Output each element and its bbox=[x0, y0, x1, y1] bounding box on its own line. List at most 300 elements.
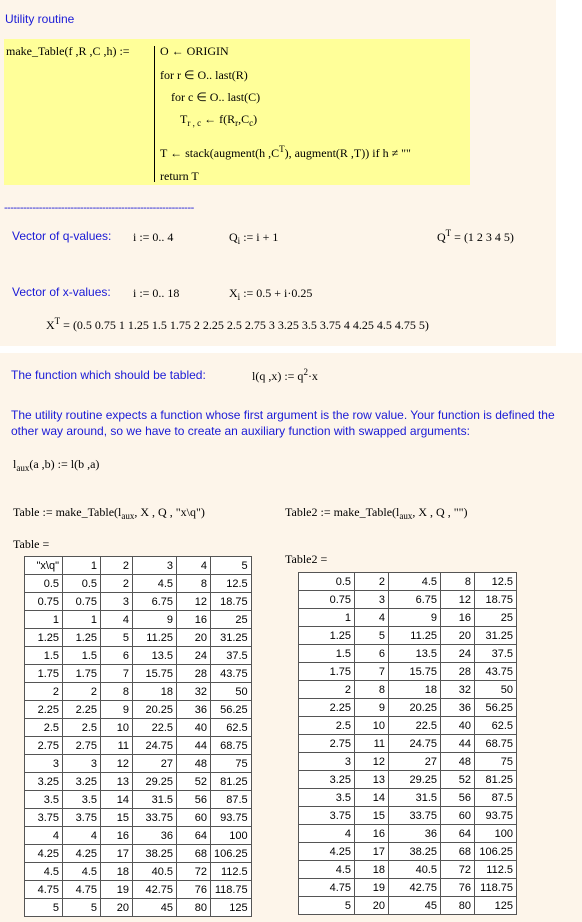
table-row bbox=[25, 773, 252, 791]
table-cell: 8 bbox=[177, 575, 211, 593]
table-cell: 25 bbox=[211, 611, 252, 629]
table-cell: 13 bbox=[101, 773, 133, 791]
table-cell: 1 bbox=[25, 611, 63, 629]
table-cell: 3.5 bbox=[299, 789, 355, 807]
table-cell: 2.25 bbox=[63, 701, 101, 719]
table-cell: 24.75 bbox=[133, 737, 177, 755]
table-cell: 32 bbox=[441, 681, 475, 699]
table-cell: 2 bbox=[101, 575, 133, 593]
table-cell: 2.75 bbox=[299, 735, 355, 753]
table-row bbox=[299, 699, 517, 717]
table-cell: 37.5 bbox=[211, 647, 252, 665]
table-cell: 2 bbox=[101, 557, 133, 575]
table-row bbox=[299, 753, 517, 771]
table-cell: 6.75 bbox=[389, 591, 441, 609]
table-cell: 1.25 bbox=[25, 629, 63, 647]
table-cell: 50 bbox=[211, 683, 252, 701]
table2-definition[interactable] bbox=[285, 505, 468, 520]
table-cell: 4.5 bbox=[133, 575, 177, 593]
table-cell: 93.75 bbox=[475, 807, 517, 825]
table-cell: 1 bbox=[299, 609, 355, 627]
table2-call-args: , X , Q , "") bbox=[412, 505, 468, 519]
table-cell: 20.25 bbox=[133, 701, 177, 719]
table-row bbox=[299, 735, 517, 753]
table-cell: 36 bbox=[133, 827, 177, 845]
table-cell: 56 bbox=[441, 789, 475, 807]
table-cell: 4 bbox=[355, 609, 389, 627]
q-def-sub: i bbox=[237, 236, 241, 246]
table-cell: 68 bbox=[441, 843, 475, 861]
aux-rhs: (a ,b) := l(b ,a) bbox=[29, 457, 100, 471]
table-cell: 1.5 bbox=[25, 647, 63, 665]
table-cell: 3.25 bbox=[63, 773, 101, 791]
table-cell: 4.5 bbox=[25, 863, 63, 881]
table-cell: 2.25 bbox=[25, 701, 63, 719]
table-cell: 31.5 bbox=[133, 791, 177, 809]
table-cell: 4 bbox=[299, 825, 355, 843]
table2-call: Table2 := make_Table(l bbox=[285, 505, 400, 519]
table-cell: 87.5 bbox=[211, 791, 252, 809]
x-result[interactable] bbox=[46, 318, 429, 333]
table-cell: 36 bbox=[177, 701, 211, 719]
table-cell: 0.5 bbox=[25, 575, 63, 593]
routine-line-stack bbox=[160, 146, 411, 161]
table-row bbox=[25, 593, 252, 611]
table-cell: 27 bbox=[133, 755, 177, 773]
table-cell: 31.25 bbox=[211, 629, 252, 647]
table2-result-label: Table2 = bbox=[285, 552, 328, 566]
table-cell: 38.25 bbox=[389, 843, 441, 861]
table-cell: 3.25 bbox=[299, 771, 355, 789]
table-cell: 7 bbox=[355, 663, 389, 681]
table-row bbox=[299, 825, 517, 843]
table-cell: 50 bbox=[475, 681, 517, 699]
table-cell: 3.75 bbox=[63, 809, 101, 827]
routine-line-assign bbox=[180, 112, 257, 127]
table-row bbox=[299, 663, 517, 681]
table-cell: 37.5 bbox=[475, 645, 517, 663]
q-result[interactable] bbox=[437, 230, 514, 245]
table-cell: 24.75 bbox=[389, 735, 441, 753]
table-cell: 56.25 bbox=[211, 701, 252, 719]
table-row bbox=[299, 807, 517, 825]
table-cell: 18 bbox=[355, 861, 389, 879]
table-cell: 6 bbox=[355, 645, 389, 663]
table-row bbox=[25, 845, 252, 863]
table-cell: 87.5 bbox=[475, 789, 517, 807]
table-cell: 3 bbox=[355, 591, 389, 609]
stack-expr: T ← stack(augment(h ,C bbox=[160, 146, 280, 160]
table-cell: 27 bbox=[389, 753, 441, 771]
aux-sub: aux bbox=[16, 463, 30, 473]
table-cell: 48 bbox=[441, 753, 475, 771]
table-cell: 9 bbox=[101, 701, 133, 719]
table-row bbox=[299, 717, 517, 735]
table-cell: 12.5 bbox=[211, 575, 252, 593]
aux-definition[interactable] bbox=[13, 457, 99, 472]
table-cell: 18 bbox=[133, 683, 177, 701]
q-label: Vector of q-values: bbox=[12, 229, 112, 243]
table-cell: 4 bbox=[25, 827, 63, 845]
x-definition[interactable] bbox=[229, 286, 312, 301]
table-cell: 42.75 bbox=[389, 879, 441, 897]
table-cell: 64 bbox=[441, 825, 475, 843]
table-cell: "x\q" bbox=[25, 557, 63, 575]
table-cell: 28 bbox=[441, 663, 475, 681]
aux-name: l bbox=[13, 457, 17, 471]
table-cell: 100 bbox=[475, 825, 517, 843]
table-cell: 11 bbox=[101, 737, 133, 755]
table-cell: 4.75 bbox=[299, 879, 355, 897]
table-row bbox=[25, 629, 252, 647]
table-cell: 19 bbox=[101, 881, 133, 899]
table-row bbox=[299, 861, 517, 879]
table-cell: 12 bbox=[441, 591, 475, 609]
table-cell: 11.25 bbox=[389, 627, 441, 645]
table-cell: 2 bbox=[299, 681, 355, 699]
table-cell: 38.25 bbox=[133, 845, 177, 863]
table-cell: 29.25 bbox=[133, 773, 177, 791]
table-cell: 72 bbox=[177, 863, 211, 881]
table1-result-label: Table = bbox=[13, 537, 50, 551]
assign-expr-sub2: c bbox=[249, 118, 254, 128]
table-cell: 11.25 bbox=[133, 629, 177, 647]
function-label: The function which should be tabled: bbox=[11, 368, 206, 382]
table-cell: 2 bbox=[355, 573, 389, 591]
table-cell: 3 bbox=[133, 557, 177, 575]
table-cell: 8 bbox=[355, 681, 389, 699]
table-cell: 60 bbox=[177, 809, 211, 827]
table-cell: 20 bbox=[355, 897, 389, 915]
table-cell: 68.75 bbox=[211, 737, 252, 755]
table-cell: 42.75 bbox=[133, 881, 177, 899]
table-cell: 5 bbox=[101, 629, 133, 647]
table-cell: 13.5 bbox=[389, 645, 441, 663]
table-cell: 2 bbox=[25, 683, 63, 701]
function-def-lhs: l(q ,x) := q bbox=[252, 369, 304, 383]
table-cell: 0.5 bbox=[299, 573, 355, 591]
table-cell: 93.75 bbox=[211, 809, 252, 827]
table-cell: 1.75 bbox=[299, 663, 355, 681]
table-cell: 0.75 bbox=[63, 593, 101, 611]
x-def-expr: := 0.5 + i·0.25 bbox=[243, 286, 313, 300]
table-cell: 12 bbox=[355, 753, 389, 771]
table-cell: 5 bbox=[299, 897, 355, 915]
assign-expr: ← f(R bbox=[204, 112, 236, 126]
table-cell: 60 bbox=[441, 807, 475, 825]
table-cell: 20 bbox=[177, 629, 211, 647]
table-cell: 44 bbox=[177, 737, 211, 755]
table-cell: 15.75 bbox=[133, 665, 177, 683]
table-cell: 45 bbox=[133, 899, 177, 917]
table-row bbox=[25, 863, 252, 881]
table-cell: 5 bbox=[63, 899, 101, 917]
table-cell: 18.75 bbox=[475, 591, 517, 609]
table-row bbox=[299, 609, 517, 627]
table-row bbox=[25, 809, 252, 827]
table-cell: 2.5 bbox=[25, 719, 63, 737]
table-row bbox=[25, 647, 252, 665]
table-cell: 0.75 bbox=[299, 591, 355, 609]
table-cell: 45 bbox=[389, 897, 441, 915]
x-result-name: X bbox=[46, 318, 55, 332]
stack-expr-rest: ), augment(R ,T)) if h ≠ "" bbox=[284, 146, 411, 160]
table-row bbox=[299, 681, 517, 699]
table-cell: 5 bbox=[211, 557, 252, 575]
table2-call-sub: aux bbox=[399, 511, 413, 521]
table-cell: 3.75 bbox=[299, 807, 355, 825]
table-cell: 2 bbox=[63, 683, 101, 701]
table-row bbox=[299, 645, 517, 663]
table1-call-sub: aux bbox=[121, 511, 135, 521]
table-cell: 12 bbox=[177, 593, 211, 611]
table-cell: 3.25 bbox=[25, 773, 63, 791]
table-cell: 28 bbox=[177, 665, 211, 683]
table-cell: 4.25 bbox=[299, 843, 355, 861]
table-cell: 14 bbox=[101, 791, 133, 809]
table-cell: 56.25 bbox=[475, 699, 517, 717]
q-result-value: = (1 2 3 4 5) bbox=[454, 230, 514, 244]
table-cell: 33.75 bbox=[389, 807, 441, 825]
x-result-value: = (0.5 0.75 1 1.25 1.5 1.75 2 2.25 2.5 2.75 3 3.25 3.5 3.75 4 4.25 4.5 4.75 5) bbox=[63, 318, 429, 332]
table-cell: 72 bbox=[441, 861, 475, 879]
table-cell: 17 bbox=[101, 845, 133, 863]
table-cell: 52 bbox=[441, 771, 475, 789]
table-cell: 13.5 bbox=[133, 647, 177, 665]
table-cell: 1 bbox=[63, 611, 101, 629]
table-cell: 76 bbox=[441, 879, 475, 897]
table-cell: 18.75 bbox=[211, 593, 252, 611]
table-cell: 16 bbox=[177, 611, 211, 629]
table-cell: 25 bbox=[475, 609, 517, 627]
table-cell: 48 bbox=[177, 755, 211, 773]
table-cell: 2.5 bbox=[299, 717, 355, 735]
table-cell: 125 bbox=[475, 897, 517, 915]
table-cell: 6 bbox=[101, 647, 133, 665]
table-cell: 22.5 bbox=[389, 717, 441, 735]
table-cell: 15.75 bbox=[389, 663, 441, 681]
table-cell: 75 bbox=[475, 753, 517, 771]
table-cell: 16 bbox=[355, 825, 389, 843]
table-cell: 112.5 bbox=[475, 861, 517, 879]
table-cell: 36 bbox=[441, 699, 475, 717]
table-cell: 1.75 bbox=[25, 665, 63, 683]
table-cell: 4.75 bbox=[63, 881, 101, 899]
table-cell: 36 bbox=[389, 825, 441, 843]
table-row bbox=[299, 573, 517, 591]
table-row bbox=[25, 737, 252, 755]
assign-target-subscript: r , c bbox=[187, 118, 202, 128]
function-def-rhs: ·x bbox=[307, 369, 318, 383]
table-row bbox=[25, 719, 252, 737]
table-cell: 15 bbox=[355, 807, 389, 825]
table-cell: 5 bbox=[25, 899, 63, 917]
table-row bbox=[25, 683, 252, 701]
table-cell: 3.75 bbox=[25, 809, 63, 827]
table-cell: 80 bbox=[177, 899, 211, 917]
table-cell: 17 bbox=[355, 843, 389, 861]
program-bracket bbox=[154, 46, 155, 182]
table-cell: 24 bbox=[177, 647, 211, 665]
table-cell: 4 bbox=[101, 611, 133, 629]
table-cell: 40.5 bbox=[133, 863, 177, 881]
table-cell: 40 bbox=[441, 717, 475, 735]
table-cell: 100 bbox=[211, 827, 252, 845]
table-cell: 16 bbox=[441, 609, 475, 627]
table-cell: 4.5 bbox=[299, 861, 355, 879]
assign-expr-end: ) bbox=[253, 112, 258, 126]
table-cell: 4.25 bbox=[25, 845, 63, 863]
table-cell: 1 bbox=[63, 557, 101, 575]
table-cell: 4.5 bbox=[389, 573, 441, 591]
assign-expr-sub1: r bbox=[235, 118, 239, 128]
table-cell: 2.5 bbox=[63, 719, 101, 737]
table-cell: 43.75 bbox=[475, 663, 517, 681]
table-cell: 12.5 bbox=[475, 573, 517, 591]
table-cell: 13 bbox=[355, 771, 389, 789]
table-cell: 3 bbox=[63, 755, 101, 773]
table-cell: 8 bbox=[101, 683, 133, 701]
table-cell: 4.75 bbox=[25, 881, 63, 899]
table-cell: 12 bbox=[101, 755, 133, 773]
table-cell: 106.25 bbox=[475, 843, 517, 861]
routine-line-3: for c ∈ O.. last(C) bbox=[171, 90, 261, 104]
table-cell: 31.5 bbox=[389, 789, 441, 807]
table-cell: 68 bbox=[177, 845, 211, 863]
table-cell: 62.5 bbox=[211, 719, 252, 737]
table-cell: 75 bbox=[211, 755, 252, 773]
table-cell: 18 bbox=[101, 863, 133, 881]
table-cell: 64 bbox=[177, 827, 211, 845]
table-cell: 24 bbox=[441, 645, 475, 663]
table-cell: 2.25 bbox=[299, 699, 355, 717]
function-def-sup: 2 bbox=[303, 367, 308, 377]
table-cell: 3 bbox=[299, 753, 355, 771]
table-cell: 5 bbox=[355, 627, 389, 645]
table-cell: 3 bbox=[101, 593, 133, 611]
table-cell: 81.25 bbox=[475, 771, 517, 789]
table-cell: 6.75 bbox=[133, 593, 177, 611]
table-row bbox=[299, 591, 517, 609]
q-result-sup: T bbox=[445, 228, 452, 238]
table-cell: 3.5 bbox=[25, 791, 63, 809]
table-cell: 1.25 bbox=[299, 627, 355, 645]
table-cell: 3 bbox=[25, 755, 63, 773]
table-cell: 9 bbox=[389, 609, 441, 627]
table-row bbox=[25, 881, 252, 899]
table-cell: 4 bbox=[177, 557, 211, 575]
table1-matrix[interactable] bbox=[24, 556, 252, 917]
x-def-name: X bbox=[229, 286, 238, 300]
table-cell: 7 bbox=[101, 665, 133, 683]
table-cell: 106.25 bbox=[211, 845, 252, 863]
table-cell: 4 bbox=[63, 827, 101, 845]
assign-target: T bbox=[180, 112, 188, 126]
table-row bbox=[25, 611, 252, 629]
routine-line-2: for r ∈ O.. last(R) bbox=[160, 68, 248, 82]
routine-signature: make_Table(f ,R ,C ,h) := bbox=[6, 44, 130, 58]
table-cell: 20 bbox=[101, 899, 133, 917]
table-cell: 52 bbox=[177, 773, 211, 791]
table-cell: 0.75 bbox=[25, 593, 63, 611]
q-range[interactable]: i := 0.. 4 bbox=[133, 230, 174, 244]
table-cell: 125 bbox=[211, 899, 252, 917]
table-cell: 40 bbox=[177, 719, 211, 737]
table-cell: 33.75 bbox=[133, 809, 177, 827]
table-row bbox=[25, 827, 252, 845]
table-cell: 2.75 bbox=[25, 737, 63, 755]
x-def-sub: i bbox=[237, 292, 241, 302]
table-cell: 9 bbox=[355, 699, 389, 717]
q-result-name: Q bbox=[437, 230, 446, 244]
function-definition[interactable] bbox=[252, 369, 318, 384]
x-label: Vector of x-values: bbox=[12, 285, 111, 299]
table-cell: 40.5 bbox=[389, 861, 441, 879]
table-row bbox=[299, 627, 517, 645]
routine-line-1: O ← ORIGIN bbox=[160, 44, 229, 58]
table-cell: 22.5 bbox=[133, 719, 177, 737]
table-cell: 14 bbox=[355, 789, 389, 807]
table-cell: 1.25 bbox=[63, 629, 101, 647]
table-row bbox=[25, 755, 252, 773]
section-title: Utility routine bbox=[5, 12, 75, 26]
table-cell: 20.25 bbox=[389, 699, 441, 717]
table-cell: 44 bbox=[441, 735, 475, 753]
table-cell: 81.25 bbox=[211, 773, 252, 791]
table-cell: 1.5 bbox=[299, 645, 355, 663]
table-row bbox=[299, 897, 517, 915]
table-cell: 1.5 bbox=[63, 647, 101, 665]
q-definition[interactable] bbox=[229, 230, 278, 245]
table-cell: 2.75 bbox=[63, 737, 101, 755]
table-cell: 19 bbox=[355, 879, 389, 897]
table-cell: 4.25 bbox=[63, 845, 101, 863]
table-row bbox=[25, 557, 252, 575]
table-row bbox=[299, 789, 517, 807]
table-row bbox=[25, 665, 252, 683]
q-def-expr: := i + 1 bbox=[243, 230, 279, 244]
separator-line: ------------------------------------------------------------ bbox=[4, 202, 194, 214]
table-cell: 62.5 bbox=[475, 717, 517, 735]
table-cell: 68.75 bbox=[475, 735, 517, 753]
table-cell: 31.25 bbox=[475, 627, 517, 645]
explanation-text: The utility routine expects a function whose first argument is the row value. Your function is defined the other way around, so we have to create an auxiliary function with swapped arguments: bbox=[11, 408, 555, 438]
table-cell: 0.5 bbox=[63, 575, 101, 593]
table-row bbox=[299, 843, 517, 861]
table-row bbox=[299, 771, 517, 789]
stack-expr-sup: T bbox=[279, 144, 285, 154]
table-cell: 10 bbox=[101, 719, 133, 737]
table-cell: 20 bbox=[441, 627, 475, 645]
table-row bbox=[299, 879, 517, 897]
x-range[interactable]: i := 0.. 18 bbox=[133, 286, 180, 300]
table-cell: 4.5 bbox=[63, 863, 101, 881]
table-row bbox=[25, 575, 252, 593]
table-cell: 80 bbox=[441, 897, 475, 915]
table-cell: 76 bbox=[177, 881, 211, 899]
x-result-sup: T bbox=[54, 316, 61, 326]
table1-definition[interactable] bbox=[13, 505, 205, 520]
table-cell: 11 bbox=[355, 735, 389, 753]
table-row bbox=[25, 701, 252, 719]
table-cell: 112.5 bbox=[211, 863, 252, 881]
table-cell: 118.75 bbox=[475, 879, 517, 897]
table-cell: 9 bbox=[133, 611, 177, 629]
table-cell: 29.25 bbox=[389, 771, 441, 789]
assign-expr-mid: ,C bbox=[238, 112, 250, 126]
table2-matrix[interactable] bbox=[298, 572, 517, 915]
table-row bbox=[25, 899, 252, 917]
